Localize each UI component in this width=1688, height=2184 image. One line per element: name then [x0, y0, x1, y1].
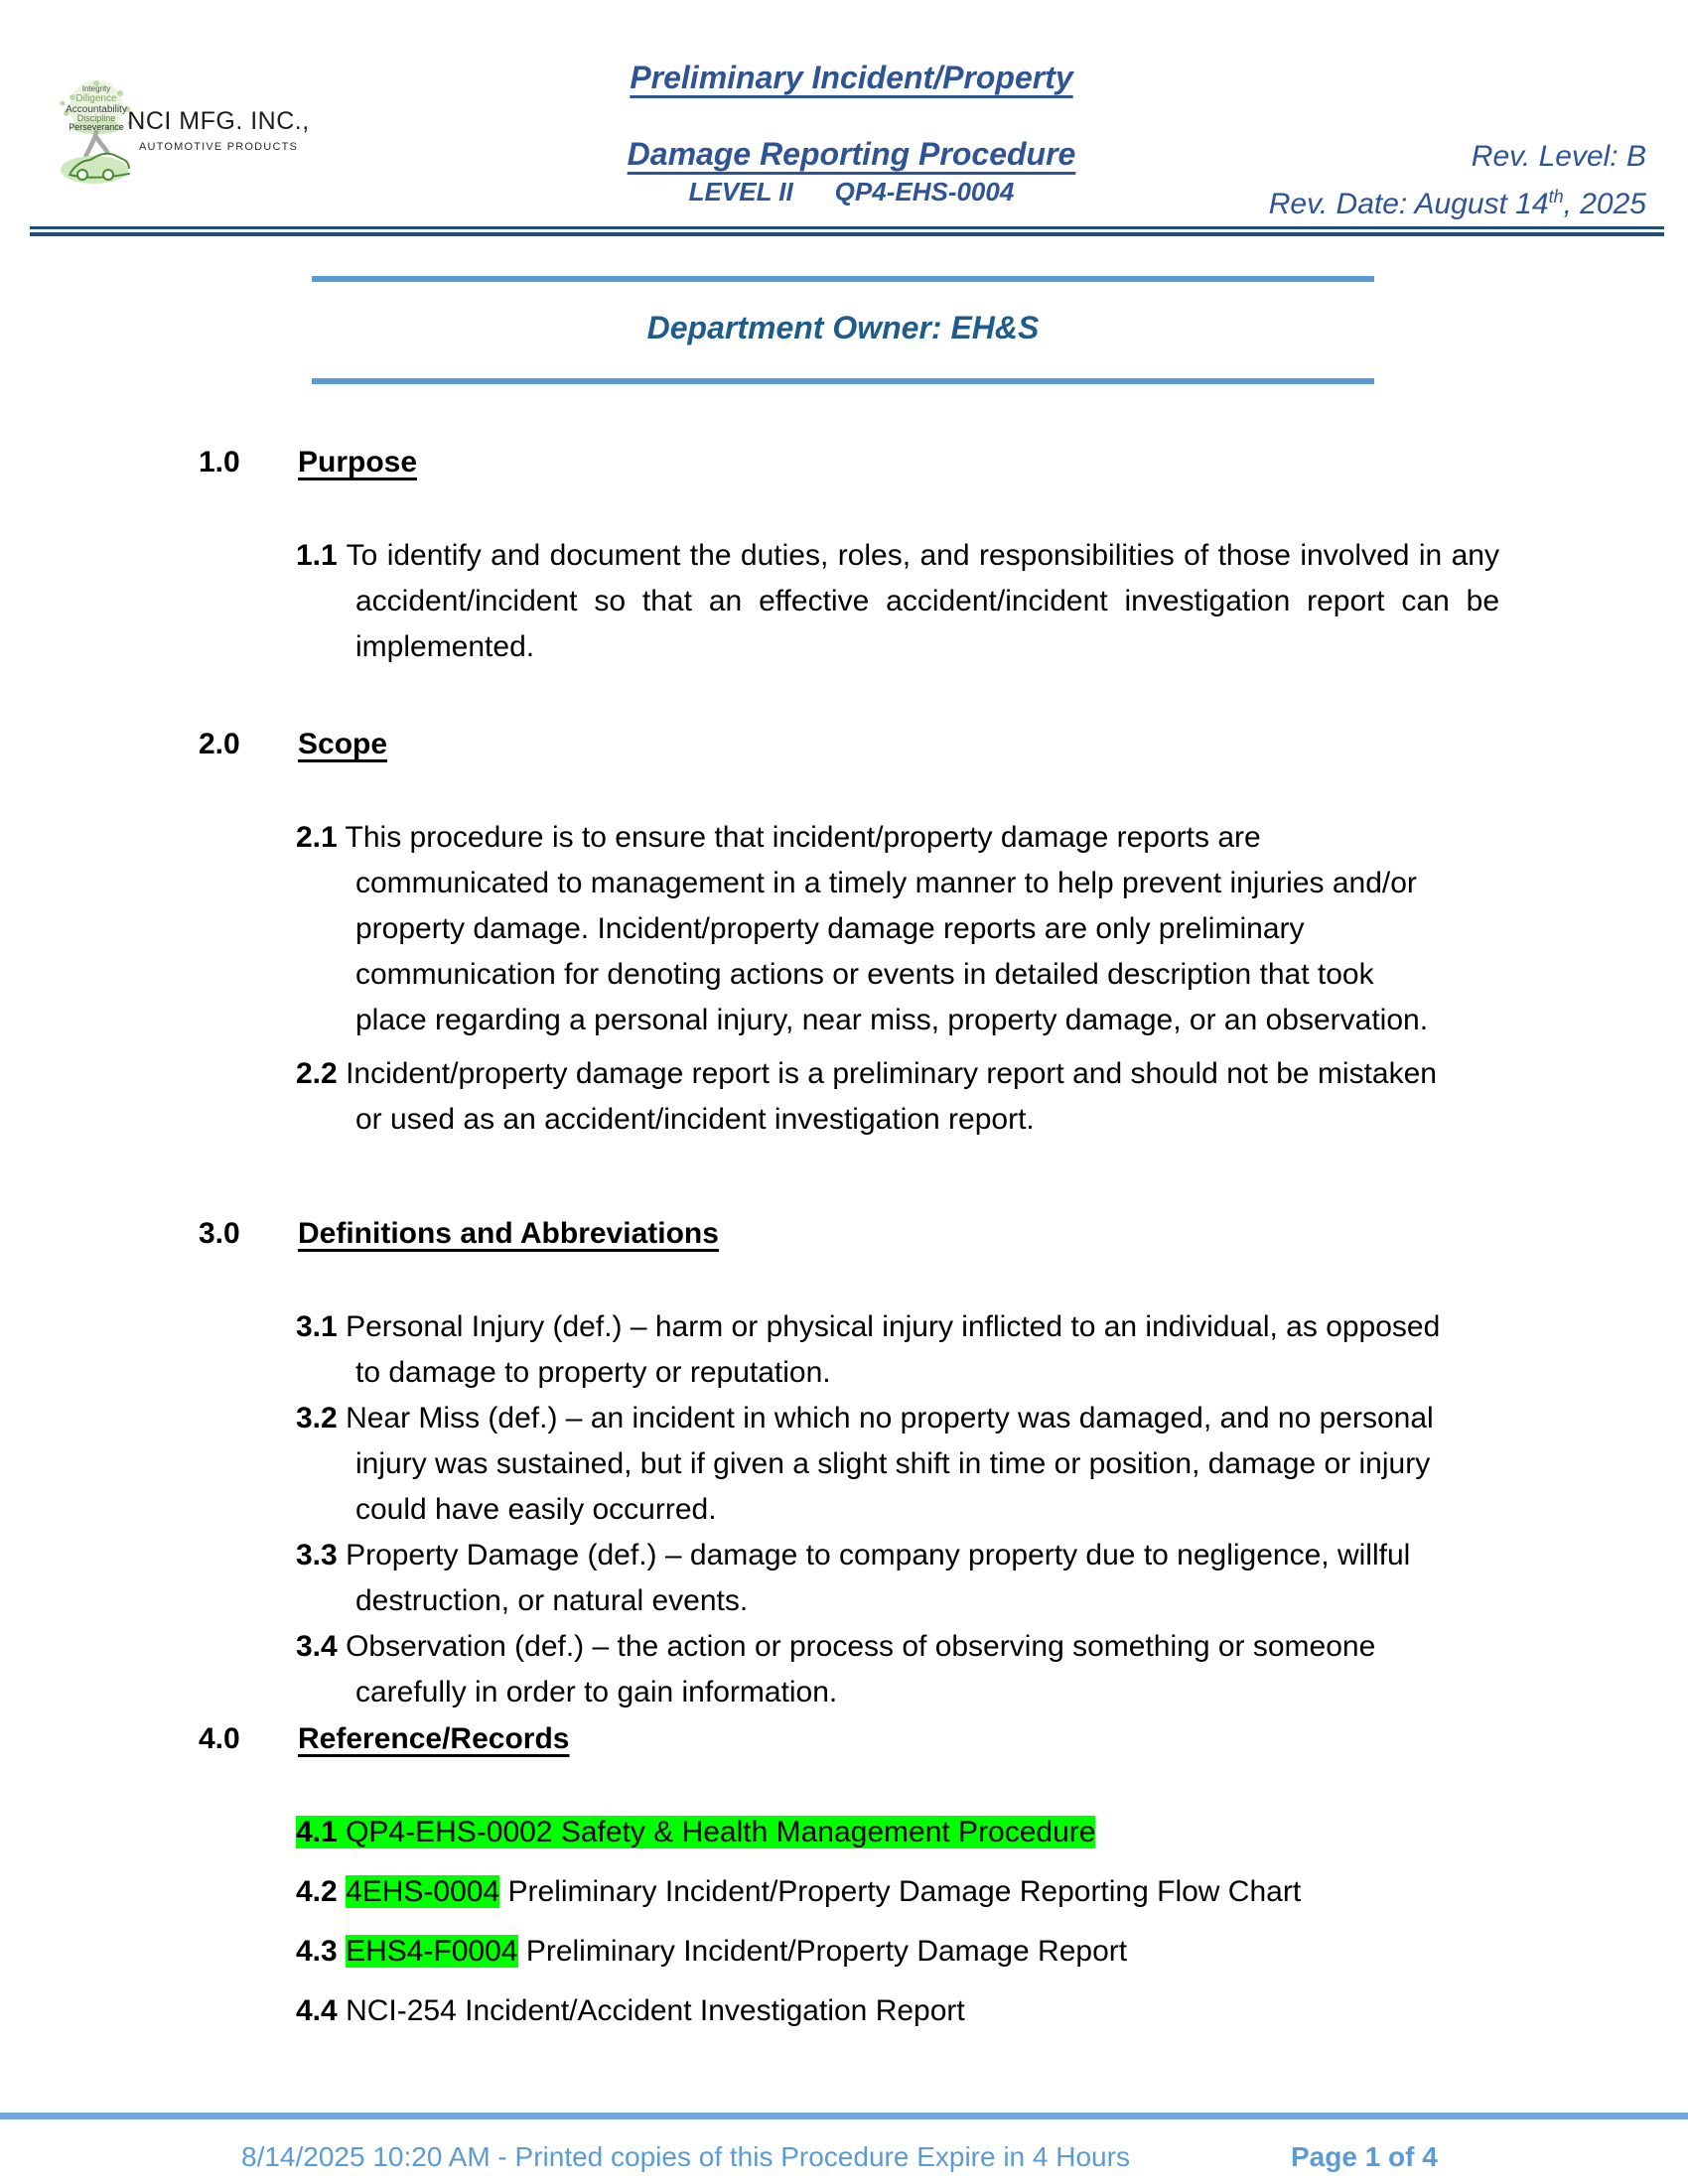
- revision-date: Rev. Date: August 14th, 2025: [1268, 187, 1646, 220]
- logo-value-discipline: Discipline: [76, 113, 116, 123]
- clause-number: 4.1: [296, 1816, 338, 1848]
- company-tagline: AUTOMOTIVE PRODUCTS: [138, 141, 299, 153]
- clause-1-1: [296, 533, 1499, 670]
- clause-number: 3.4: [296, 1630, 338, 1663]
- clause-number: 3.3: [296, 1539, 338, 1571]
- clause-number: 3.1: [296, 1310, 338, 1343]
- reference-4-1: [296, 1810, 1453, 1855]
- clause-number: 3.2: [296, 1402, 338, 1434]
- reference-code-highlighted: EHS4-F0004: [346, 1935, 518, 1968]
- section-number: 4.0: [199, 1722, 240, 1755]
- clause-3-2: [296, 1396, 1453, 1533]
- document-title-line1: Preliminary Incident/Property: [630, 60, 1073, 95]
- reference-text: Preliminary Incident/Property Damage Report: [517, 1935, 1128, 1968]
- section-title: Definitions and Abbreviations: [298, 1217, 719, 1250]
- section-number: 2.0: [199, 728, 240, 760]
- section-number: 1.0: [199, 446, 240, 478]
- clause-number: 4.4: [296, 1994, 338, 2027]
- clause-number: 2.2: [296, 1057, 338, 1090]
- department-owner-bottom-rule: [312, 378, 1374, 384]
- section-title: Purpose: [298, 446, 418, 478]
- reference-code-highlighted: 4EHS-0004: [346, 1875, 500, 1908]
- company-logo: [45, 79, 313, 189]
- reference-text: Preliminary Incident/Property Damage Reporting Flow Chart: [499, 1875, 1302, 1908]
- clause-number: 1.1: [296, 539, 338, 572]
- clause-2-1: [296, 815, 1453, 1043]
- clause-text: Personal Injury (def.) – harm or physical injury inflicted to an individual, as opposed to damage to property or reputation.: [346, 1310, 1441, 1389]
- revision-level: Rev. Level: B: [1471, 140, 1646, 173]
- clause-number: 4.2: [296, 1875, 338, 1908]
- department-owner-top-rule: [312, 276, 1374, 282]
- clause-text: This procedure is to ensure that incident/property damage reports are communicated to management in a timely manner to help prevent injuries and/or property damage. Incident/property damage reports are only preliminary communication for denoting actions or events in detailed description that took place regarding a personal injury, near miss, property damage, or an observation.: [345, 821, 1429, 1036]
- clause-2-2: [296, 1051, 1453, 1143]
- section-title: Reference/Records: [298, 1722, 570, 1755]
- reference-text-highlighted: QP4-EHS-0002 Safety & Health Management Procedure: [346, 1816, 1096, 1848]
- section-heading: [199, 440, 1519, 485]
- footer-print-notice: 8/14/2025 10:20 AM - Printed copies of this Procedure Expire in 4 Hours: [241, 2141, 1130, 2172]
- section-heading: [199, 722, 1519, 767]
- logo-value-accountability: Accountability: [66, 104, 127, 115]
- section-heading: [199, 1211, 1519, 1257]
- clause-text: Near Miss (def.) – an incident in which no property was damaged, and no personal injury was sustained, but if given a slight shift in time or position, damage or injury could have easily occurred.: [346, 1402, 1434, 1526]
- clause-3-4: [296, 1624, 1453, 1715]
- revision-info: [1269, 137, 1646, 224]
- clause-3-3: [296, 1533, 1453, 1624]
- logo-value-integrity: Integrity: [81, 84, 111, 93]
- section-number: 3.0: [199, 1217, 240, 1250]
- logo-text: [124, 107, 313, 153]
- section-title: Scope: [298, 728, 388, 760]
- document-level: LEVEL II: [688, 177, 793, 206]
- clause-3-1: [296, 1304, 1453, 1396]
- reference-4-3: [296, 1929, 1453, 1975]
- clause-text: Observation (def.) – the action or process of observing something or someone carefully in order to gain information.: [346, 1630, 1376, 1708]
- clause-number: 4.3: [296, 1935, 338, 1968]
- section-references: [199, 1716, 1519, 2034]
- section-definitions: [199, 1211, 1519, 1715]
- company-name: NCI MFG. INC.,: [127, 107, 310, 135]
- footer-divider: [0, 2113, 1688, 2119]
- section-purpose: [199, 440, 1519, 670]
- section-heading: [199, 1716, 1519, 1762]
- clause-number: 2.1: [296, 821, 338, 854]
- document-number: QP4-EHS-0004: [834, 177, 1015, 206]
- clause-text: Incident/property damage report is a preliminary report and should not be mistaken or used as an accident/incident investigation report.: [346, 1057, 1437, 1136]
- logo-value-diligence: Diligence: [75, 93, 117, 104]
- reference-4-4: [296, 1988, 1453, 2034]
- footer-page-number: Page 1 of 4: [1291, 2141, 1438, 2172]
- header-divider: [30, 226, 1664, 236]
- reference-text: NCI-254 Incident/Accident Investigation Report: [346, 1994, 965, 2027]
- reference-4-2: [296, 1869, 1453, 1915]
- logo-value-perseverance: Perseverance: [69, 122, 124, 132]
- document-level-row: [427, 177, 1276, 207]
- document-title: [427, 40, 1276, 193]
- document-title-line2: Damage Reporting Procedure: [627, 136, 1076, 172]
- clause-text: Property Damage (def.) – damage to company property due to negligence, willful destruction, or natural events.: [346, 1539, 1411, 1617]
- clause-text: To identify and document the duties, roles, and responsibilities of those involved in any accident/incident so that an effective accident/incident investigation report can be implemented.: [346, 539, 1499, 663]
- section-scope: [199, 722, 1519, 1143]
- department-owner: Department Owner: EH&S: [646, 310, 1040, 345]
